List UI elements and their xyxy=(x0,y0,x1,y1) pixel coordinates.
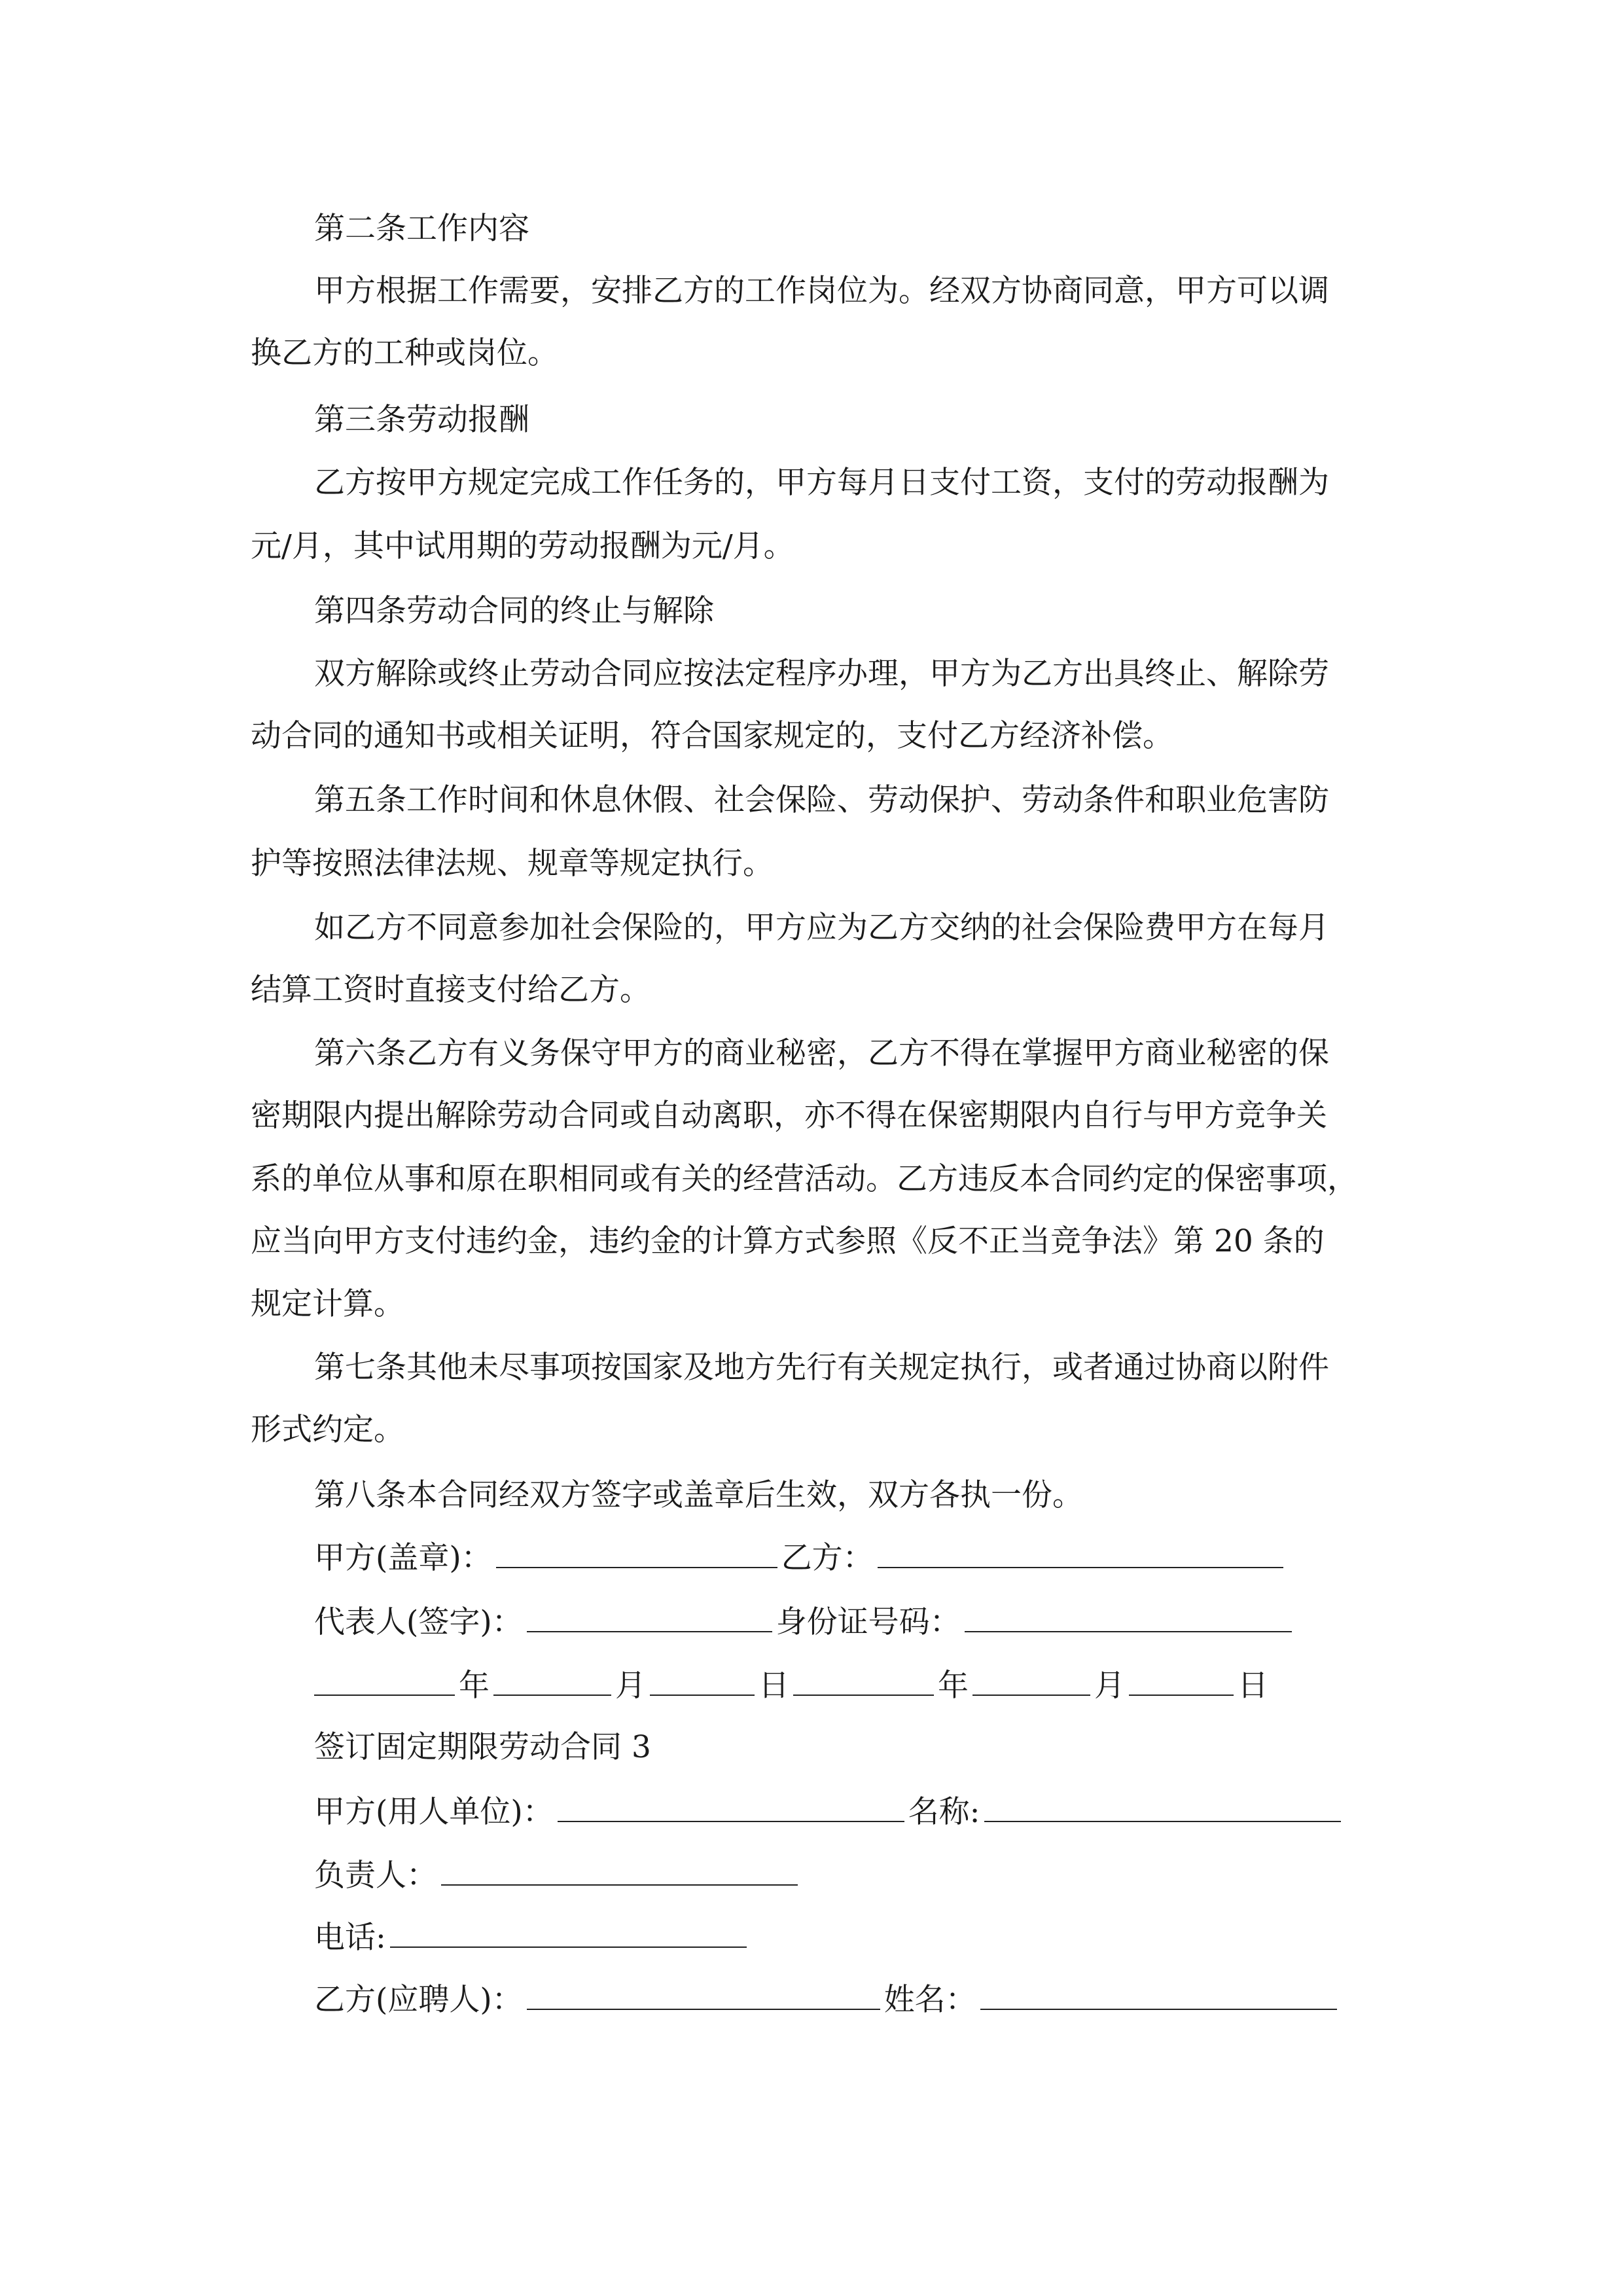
day-b-label: 日 xyxy=(1238,1668,1268,1704)
article4-heading: 第四条劳动合同的终止与解除 xyxy=(314,593,714,629)
party-b-blank[interactable] xyxy=(878,1538,1283,1568)
person-name-label: 姓名： xyxy=(883,1982,976,2018)
article6-line2: 密期限内提出解除劳动合同或自动离职，亦不得在保密期限内自行与甲方竞争关 xyxy=(251,1098,1327,1134)
year-b-blank[interactable] xyxy=(793,1666,934,1696)
article8-line1: 第八条本合同经双方签字或盖章后生效，双方各执一份。 xyxy=(314,1477,1083,1513)
employee-blank[interactable] xyxy=(527,1980,880,2010)
article6-line5: 规定计算。 xyxy=(251,1286,404,1322)
month-a-blank[interactable] xyxy=(493,1666,611,1696)
article6-line3: 系的单位从事和原在职相同或有关的经营活动。乙方违反本合同约定的保密事项， xyxy=(251,1161,1358,1197)
signature-row-dates xyxy=(314,1666,1268,1706)
id-label: 身份证号码： xyxy=(776,1604,961,1640)
article2-heading: 第二条工作内容 xyxy=(314,211,529,247)
name-label: 名称: xyxy=(908,1794,980,1830)
year-b-label: 年 xyxy=(938,1668,969,1704)
phone-label: 电话: xyxy=(314,1920,386,1956)
article7-line1: 第七条其他未尽事项按国家及地方先行有关规定执行，或者通过协商以附件 xyxy=(314,1350,1329,1386)
party-b-label: 乙方： xyxy=(781,1540,874,1576)
article5-line1: 第五条工作时间和休息休假、社会保险、劳动保护、劳动条件和职业危害防 xyxy=(314,782,1329,818)
id-blank[interactable] xyxy=(965,1602,1292,1632)
article2-line1: 甲方根据工作需要，安排乙方的工作岗位为。经双方协商同意，甲方可以调 xyxy=(314,273,1329,309)
article3-heading: 第三条劳动报酬 xyxy=(314,402,529,438)
day-a-label: 日 xyxy=(758,1668,789,1704)
article6-line4: 应当向甲方支付违约金，违约金的计算方式参照《反不正当竞争法》第 20 条的 xyxy=(251,1223,1325,1259)
employer-blank[interactable] xyxy=(558,1792,904,1822)
name-blank[interactable] xyxy=(984,1792,1341,1822)
article4-line1: 双方解除或终止劳动合同应按法定程序办理，甲方为乙方出具终止、解除劳 xyxy=(314,656,1329,692)
day-a-blank[interactable] xyxy=(650,1666,755,1696)
manager-blank[interactable] xyxy=(441,1856,798,1886)
party-a-label: 甲方(盖章)： xyxy=(314,1540,492,1576)
contract3-title: 签订固定期限劳动合同 3 xyxy=(314,1729,651,1765)
article5-line3: 如乙方不同意参加社会保险的，甲方应为乙方交纳的社会保险费甲方在每月 xyxy=(314,910,1329,946)
employee-label: 乙方(应聘人)： xyxy=(314,1982,523,2018)
year-a-label: 年 xyxy=(459,1668,490,1704)
signature-row-parties xyxy=(314,1538,1287,1578)
phone-blank[interactable] xyxy=(390,1918,747,1948)
article6-line1: 第六条乙方有义务保守甲方的商业秘密，乙方不得在掌握甲方商业秘密的保 xyxy=(314,1035,1329,1071)
manager-label: 负责人： xyxy=(314,1857,437,1893)
month-b-label: 月 xyxy=(1094,1668,1125,1704)
month-b-blank[interactable] xyxy=(972,1666,1090,1696)
day-b-blank[interactable] xyxy=(1129,1666,1234,1696)
rep-blank[interactable] xyxy=(527,1602,772,1632)
article3-line1: 乙方按甲方规定完成工作任务的，甲方每月日支付工资，支付的劳动报酬为 xyxy=(314,465,1329,501)
signature-row-rep xyxy=(314,1602,1296,1642)
article3-line2: 元/月，其中试用期的劳动报酬为元/月。 xyxy=(251,528,794,564)
article5-line4: 结算工资时直接支付给乙方。 xyxy=(251,972,651,1008)
person-name-blank[interactable] xyxy=(980,1980,1337,2010)
manager-row xyxy=(314,1856,802,1895)
party-a-blank[interactable] xyxy=(496,1538,777,1568)
month-a-label: 月 xyxy=(615,1668,646,1704)
employee-row xyxy=(314,1980,1341,2020)
article4-line2: 动合同的通知书或相关证明，符合国家规定的，支付乙方经济补偿。 xyxy=(251,718,1173,754)
article7-line2: 形式约定。 xyxy=(251,1412,404,1448)
article5-line2: 护等按照法律法规、规章等规定执行。 xyxy=(251,846,774,882)
article2-line2: 换乙方的工种或岗位。 xyxy=(251,335,558,371)
employer-row xyxy=(314,1792,1345,1832)
employer-label: 甲方(用人单位)： xyxy=(314,1794,554,1830)
phone-row xyxy=(314,1918,751,1958)
year-a-blank[interactable] xyxy=(314,1666,455,1696)
rep-label: 代表人(签字)： xyxy=(314,1604,523,1640)
